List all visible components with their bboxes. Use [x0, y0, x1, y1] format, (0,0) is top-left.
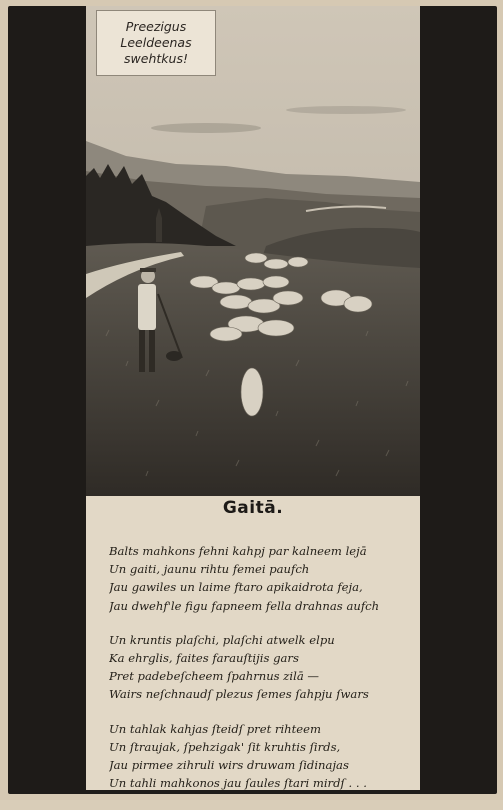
greeting-line: swehtkus!	[124, 51, 188, 66]
poem-stanza	[109, 544, 414, 617]
poem-line: Pret padebeſcheem ſpahrnus zilā —	[109, 669, 320, 684]
landscape-illustration	[86, 6, 420, 496]
poem-line: Jau gawiles un laime ftaro apikaidrota feja,	[109, 580, 363, 595]
poem-stanza	[109, 722, 414, 795]
poem-line: Jau pirmee zihruli wirs druwam ſidinajas	[109, 757, 349, 772]
poem-line: Un gaiti, jaunu rihtu femei paufch	[109, 562, 310, 577]
pastoral-scene-image	[86, 6, 420, 496]
poem-body	[109, 544, 414, 810]
greeting-line: Leeldeenas	[120, 35, 192, 50]
poem-line: Balts mahkons fehni kahpj par kalneem lejā	[109, 544, 367, 558]
poem-line: Un tahlak kahjas ſteidſ pret rihteem	[109, 721, 322, 736]
poem-line: Ka ehrglis, faites farauſtijis gars	[109, 650, 299, 665]
poem-title: Gaitā.	[222, 498, 284, 518]
poem-line: Un kruntis plaſchi, plaſchi atwelk elpu	[109, 632, 335, 647]
poem-line: Un ſtraujak, ſpehzigak' ſit kruhtis ſirds,	[109, 739, 341, 754]
poem-line: Wairs neſchnaudſ plezus ſemes ſahpju ſwars	[109, 687, 369, 702]
greeting-label	[96, 10, 216, 76]
greeting-line: Preezigus	[125, 19, 187, 34]
poem-line: Jau dwehf'le figu fapneem fella drahnas aufch	[109, 598, 380, 613]
poem-stanza	[109, 633, 414, 706]
poem-line: Un tahli mahkonos jau ſaules ſtari mirdſ . . .	[109, 776, 367, 791]
